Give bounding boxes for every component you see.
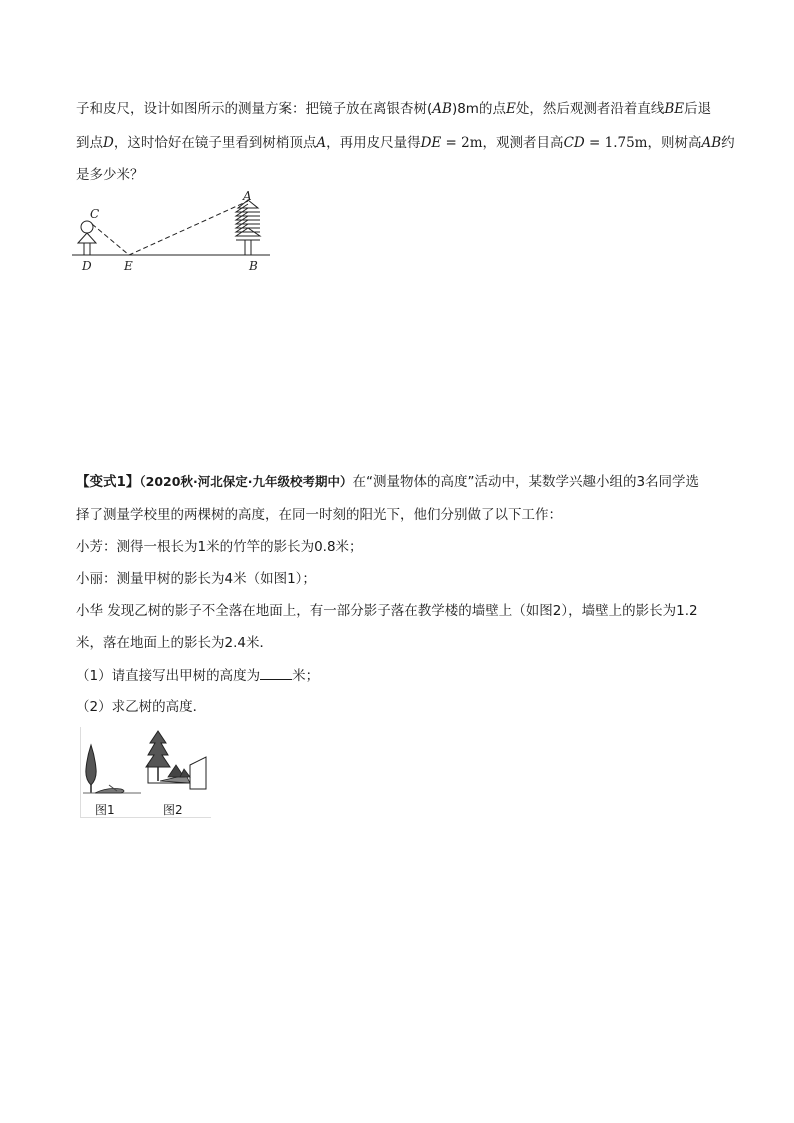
math-be: BE: [664, 101, 685, 117]
math-d: D: [103, 135, 114, 151]
light-path: [92, 201, 248, 255]
label-d: D: [82, 259, 92, 273]
figure-1-tree: [81, 727, 146, 799]
person-icon: [78, 221, 96, 255]
variant-line-4: 小丽：测量甲树的影长为4米（如图1）；: [76, 571, 316, 587]
variant-line-5: 小华 发现乙树的影子不全落在地面上，有一部分影子落在教学楼的墙壁上（如图2），墙壁上的影长为1.2: [76, 603, 698, 619]
variant-line-1: [76, 472, 699, 492]
question-2: （2）求乙树的高度．: [76, 699, 207, 715]
problem-line-1: [76, 99, 711, 119]
text: 到点: [76, 135, 103, 151]
math-cd: CD: [563, 135, 585, 151]
variant-line-6: 米，落在地面上的影长为2.4米．: [76, 635, 273, 651]
math-e: E: [505, 101, 516, 117]
text: 子和皮尺，设计如图所示的测量方案：把镜子放在离银杏树(: [76, 101, 433, 117]
text: = 2m，观测者目高: [441, 135, 564, 151]
problem-line-2: [76, 133, 735, 153]
math-ab: AB: [701, 135, 722, 151]
text: 米；: [292, 668, 320, 684]
math-a: A: [316, 135, 327, 151]
label-b: B: [249, 259, 258, 273]
figure-1-label: 图1: [95, 803, 115, 817]
variant-line-3: 小芳：测得一根长为1米的竹竿的影长为0.8米；: [76, 539, 363, 555]
mirror-measurement-figure: [70, 190, 280, 280]
variant-source: （2020秋·河北保定·九年级校考期中）: [139, 474, 353, 489]
figure-2-label: 图2: [163, 803, 183, 817]
tree-icon: [236, 200, 260, 255]
text: )8m的点: [451, 101, 506, 117]
answer-blank: [260, 665, 292, 680]
problem-line-3: 是多少米？: [76, 167, 144, 183]
text: ，这时恰好在镜子里看到树梢顶点: [113, 135, 317, 151]
text: = 1.75m，则树高: [584, 135, 702, 151]
variant-line-2: 择了测量学校里的两棵树的高度，在同一时刻的阳光下，他们分别做了以下工作：: [76, 507, 562, 523]
math-de: DE: [420, 135, 442, 151]
tree-shadow-figures: [80, 727, 211, 818]
label-e: E: [124, 259, 133, 273]
text: 处，然后观测者沿着直线: [515, 101, 665, 117]
figure-2-tree-wall: [146, 727, 211, 799]
text: （1）请直接写出甲树的高度为: [76, 668, 261, 684]
text: ，再用皮尺量得: [326, 135, 421, 151]
question-1: [76, 665, 319, 686]
text: 在“测量物体的高度”活动中，某数学兴趣小组的3名同学选: [352, 474, 700, 490]
variant-tag: 【变式1】: [76, 474, 140, 490]
label-a: A: [243, 189, 252, 203]
label-c: C: [90, 207, 100, 221]
math-ab: AB: [432, 101, 452, 117]
text: 约: [721, 135, 735, 151]
text: 后退: [684, 101, 712, 117]
